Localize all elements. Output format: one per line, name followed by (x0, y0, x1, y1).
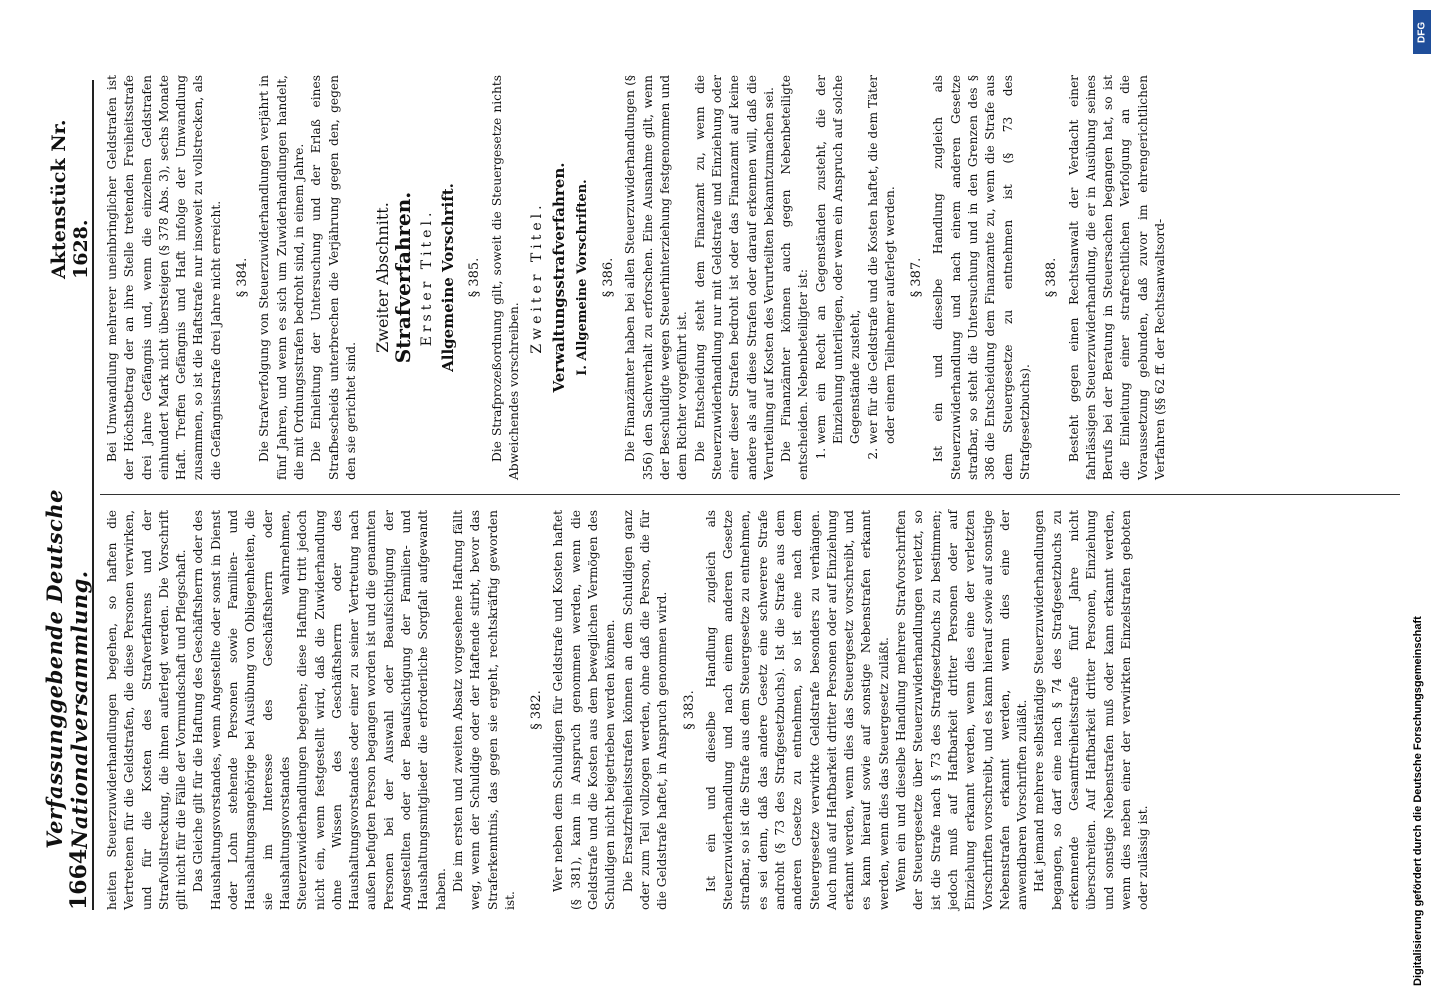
title-name: Allgemeine Vorschrift. (439, 183, 458, 372)
enumerated-list (813, 75, 899, 480)
document-reference: Aktenstück Nr. 1628. (48, 119, 92, 279)
section-heading-387: § 387. (909, 257, 925, 298)
paragraph: Die Finanzämter können auch gegen Nebenbeteiligte entscheiden. Nebenbeteiligter ist: (779, 75, 811, 480)
right-column (104, 75, 1404, 480)
column-divider (100, 494, 1400, 495)
paragraph: Ist ein und dieselbe Handlung zugleich als Steuerzuwiderhandlung und nach einem anderen Gesetze strafbar, so steht die Untersuchung und in den Grenzen des § 386 die Entscheidung dem Finanzamte zu, wenn die Strafe aus dem Steuergesetze zu entnehmen ist (§ 73 des Strafgesetzbuchs). (931, 75, 1032, 480)
section-heading-385: § 385. (467, 257, 483, 298)
left-column (104, 510, 1404, 910)
paragraph: Besteht gegen einen Rechtsanwalt der Verdacht einer fahrlässigen Steuerzuwiderhandlung, die er in Ausübung seines Berufs bei der Beratung in Steuersachen begangen hat, so ist die Einleitung einer strafrechtlichen Verfolgung an die Voraussetzung gebunden, daß zuvor im ehrengerichtlichen Verfahren (§§ 62 ff. der Rechtsanwaltsord- (1066, 75, 1168, 480)
page-header (42, 80, 94, 910)
paragraph: Die Strafverfolgung von Steuerzuwiderhandlungen verjährt in fünf Jahren, und wenn es sich um Zuwiderhandlungen handelt, die mit Ordnungsstrafen bedroht sind, in einem Jahre. (257, 75, 306, 480)
section-heading-383: § 383. (681, 690, 697, 730)
paragraph: Die Entscheidung steht dem Finanzamt zu, wenn die Steuerzuwiderhandlung nur mit Geldstrafe und Einziehung oder einer dieser Strafen bedroht ist oder das Finanzamt auf keine andere als auf diese Strafen oder darauf erkennen will, daß die Verurteilung auf Kosten des Verurteilten bekanntzumachen sei. (692, 75, 776, 480)
credit-text: Digitalisierung gefördert durch die Deutsche Forschungsgemeinschaft (1412, 616, 1424, 986)
paragraph: Die Strafprozeßordnung gilt, soweit die Steuergesetze nichts Abweichendes vorschreiben. (489, 75, 521, 480)
paragraph: Das Gleiche gilt für die Haftung des Geschäftsherrn oder des Haushaltungsvorstandes, wenn Angestellte oder sonst in Dienst oder Lohn stehende Personen sowie Familien- und Haushaltungsangehörige bei Ausübung von Obliegenheiten, die sie im Interesse des Geschäftsherrn oder Haushaltungsvorstandes wahrnehmen, Steuerzuwiderhandlungen begehen; diese Haftung tritt jedoch nicht ein, wenn festgestellt wird, daß die Zuwiderhandlung ohne Wissen des Geschäftsherrn oder des Haushaltungsvorstandes oder einer zu seiner Vertretung nach außen befugten Person begangen worden ist und die genannten Personen bei der Auswahl oder Beaufsichtigung der Angestellten oder der Beaufsichtigung der Familien- und Haushaltungsmitglieder die erforderliche Sorgfalt aufgewandt haben. (191, 510, 448, 910)
list-item: 2. wer für die Geldstrafe und die Kosten haftet, die dem Täter oder einem Teilnehmer auferlegt werden. (865, 75, 900, 444)
part-heading: Zweiter Abschnitt. (373, 202, 393, 353)
paragraph: Ist ein und dieselbe Handlung zugleich als Steuerzuwiderhandlung und nach einem anderen Gesetze strafbar, so ist die Strafe aus dem Steuergesetze zu entnehmen, es sei denn, daß das andere Gesetz eine schwerere Strafe androht (§ 73 des Strafgesetzbuchs). Ist die Strafe aus dem anderen Gesetze zu entnehmen, so ist eine nach dem Steuergesetze verwirkte Geldstrafe besonders zu verhängen. Auch muß auf Haftbarkeit dritter Personen oder auf Einziehung erkannt werden, wenn dies das Steuergesetz vorschreibt, und es kann hierauf sowie auf sonstige Nebenstrafen erkannt werden, wenn dies das Steuergesetz zuläßt. (703, 510, 891, 910)
subheading: I. Allgemeine Vorschriften. (574, 179, 590, 376)
section-heading-386: § 386. (601, 257, 617, 298)
paragraph: Die im ersten und zweiten Absatz vorgesehene Haftung fällt weg, wenn der Schuldige oder der Haftende stirbt, bevor das Straferkenntnis, das gegen sie ergeht, rechtskräftig geworden ist. (450, 510, 517, 910)
section-heading-382: § 382. (529, 690, 545, 730)
paragraph: Wenn ein und dieselbe Handlung mehrere Strafvorschriften der Steuergesetze über Steuerzuwiderhandlungen verletzt, so ist die Strafe nach § 73 des Strafgesetzbuchs zu bestimmen; jedoch muß auf Haftbarkeit dritter Personen oder auf Einziehung erkannt werden, wenn dies eine der verletzten Vorschriften vorschreibt, und es kann hierauf sowie auf sonstige Nebenstrafen erkannt werden, wenn dies eine der anwendbaren Vorschriften zuläßt. (894, 510, 1030, 910)
part-name: Strafverfahren. (391, 191, 416, 364)
section-heading-384: § 384. (235, 257, 251, 298)
title-heading: Erster Titel. (418, 208, 435, 347)
paragraph: Bei Umwandlung mehrerer uneinbringlicher Geldstrafen ist der Höchstbetrag der an ihre Stelle tretenden Freiheitsstrafe drei Jahre Gefängnis und, wenn die einzelnen Geldstrafen einhundert Mark nicht übersteigen (§ 378 Abs. 3), sechs Monate Haft. Treffen Gefängnis und Haft infolge der Umwandlung zusammen, so ist die Haftstrafe nur insoweit zu vollstrecken, als die Gefängnisstrafe drei Jahre nicht erreicht. (105, 75, 223, 480)
digitization-credit (1410, 6, 1434, 994)
title-name: Verwaltungsstrafverfahren. (549, 162, 568, 393)
paragraph: Die Ersatzfreiheitsstrafen können an dem Schuldigen ganz oder zum Teil vollzogen werden, ohne daß die Person, die für die Geldstrafe haftet, in Anspruch genommen wird. (620, 510, 670, 910)
paragraph: Hat jemand mehrere selbständige Steuerzuwiderhandlungen begangen, so darf eine nach § 74 des Strafgesetzbuchs zu erkennende Gesamtfreiheitsstrafe fünf Jahre nicht überschreiten. Auf Haftbarkeit dritter Personen, Einziehung und sonstige Nebenstrafen muß oder kann erkannt werden, wenn dies neben einer der verwirkten Einzelstrafen geboten oder zulässig ist. (1032, 510, 1151, 910)
title-heading: Zweiter Titel. (529, 201, 546, 354)
paragraph: Die Einleitung der Untersuchung und der Erlaß eines Strafbescheids unterbrechen die Verjährung gegen den, gegen den sie gerichtet sind. (309, 75, 358, 480)
section-heading-388: § 388. (1044, 257, 1060, 298)
list-item: 1. wem ein Recht an Gegenständen zusteht, die der Einziehung unterliegen, oder wem ein Anspruch auf solche Gegenstände zusteht, (813, 75, 865, 444)
paragraph: Die Finanzämter haben bei allen Steuerzuwiderhandlungen (§ 356) den Sachverhalt zu erforschen. Eine Ausnahme gilt, wenn der Beschuldigte wegen Steuerhinterziehung festgenommen und dem Richter vorgeführt ist. (623, 75, 690, 480)
page-title: Verfassunggebende Deutsche Nationalversammlung. (42, 488, 92, 849)
dfg-logo: DFG (1413, 10, 1431, 54)
paragraph: Wer neben dem Schuldigen für Geldstrafe und Kosten haftet (§ 381), kann in Anspruch genommen werden, wenn die Geldstrafe und die Kosten aus dem beweglichen Vermögen des Schuldigen nicht beigetrieben werden können. (551, 510, 618, 910)
newspaper-page (22, 60, 1412, 940)
page-number: 1664 (66, 848, 92, 910)
paragraph: heiten Steuerzuwiderhandlungen begehen, so haften die Vertretenen für die Geldstrafen, die diese Personen verwirken, und für die Kosten des Strafverfahrens und der Strafvollstreckung, die ihnen auferlegt werden. Die Vorschrift gilt nicht für die Fälle der Vormundschaft und Pflegschaft. (105, 510, 189, 910)
